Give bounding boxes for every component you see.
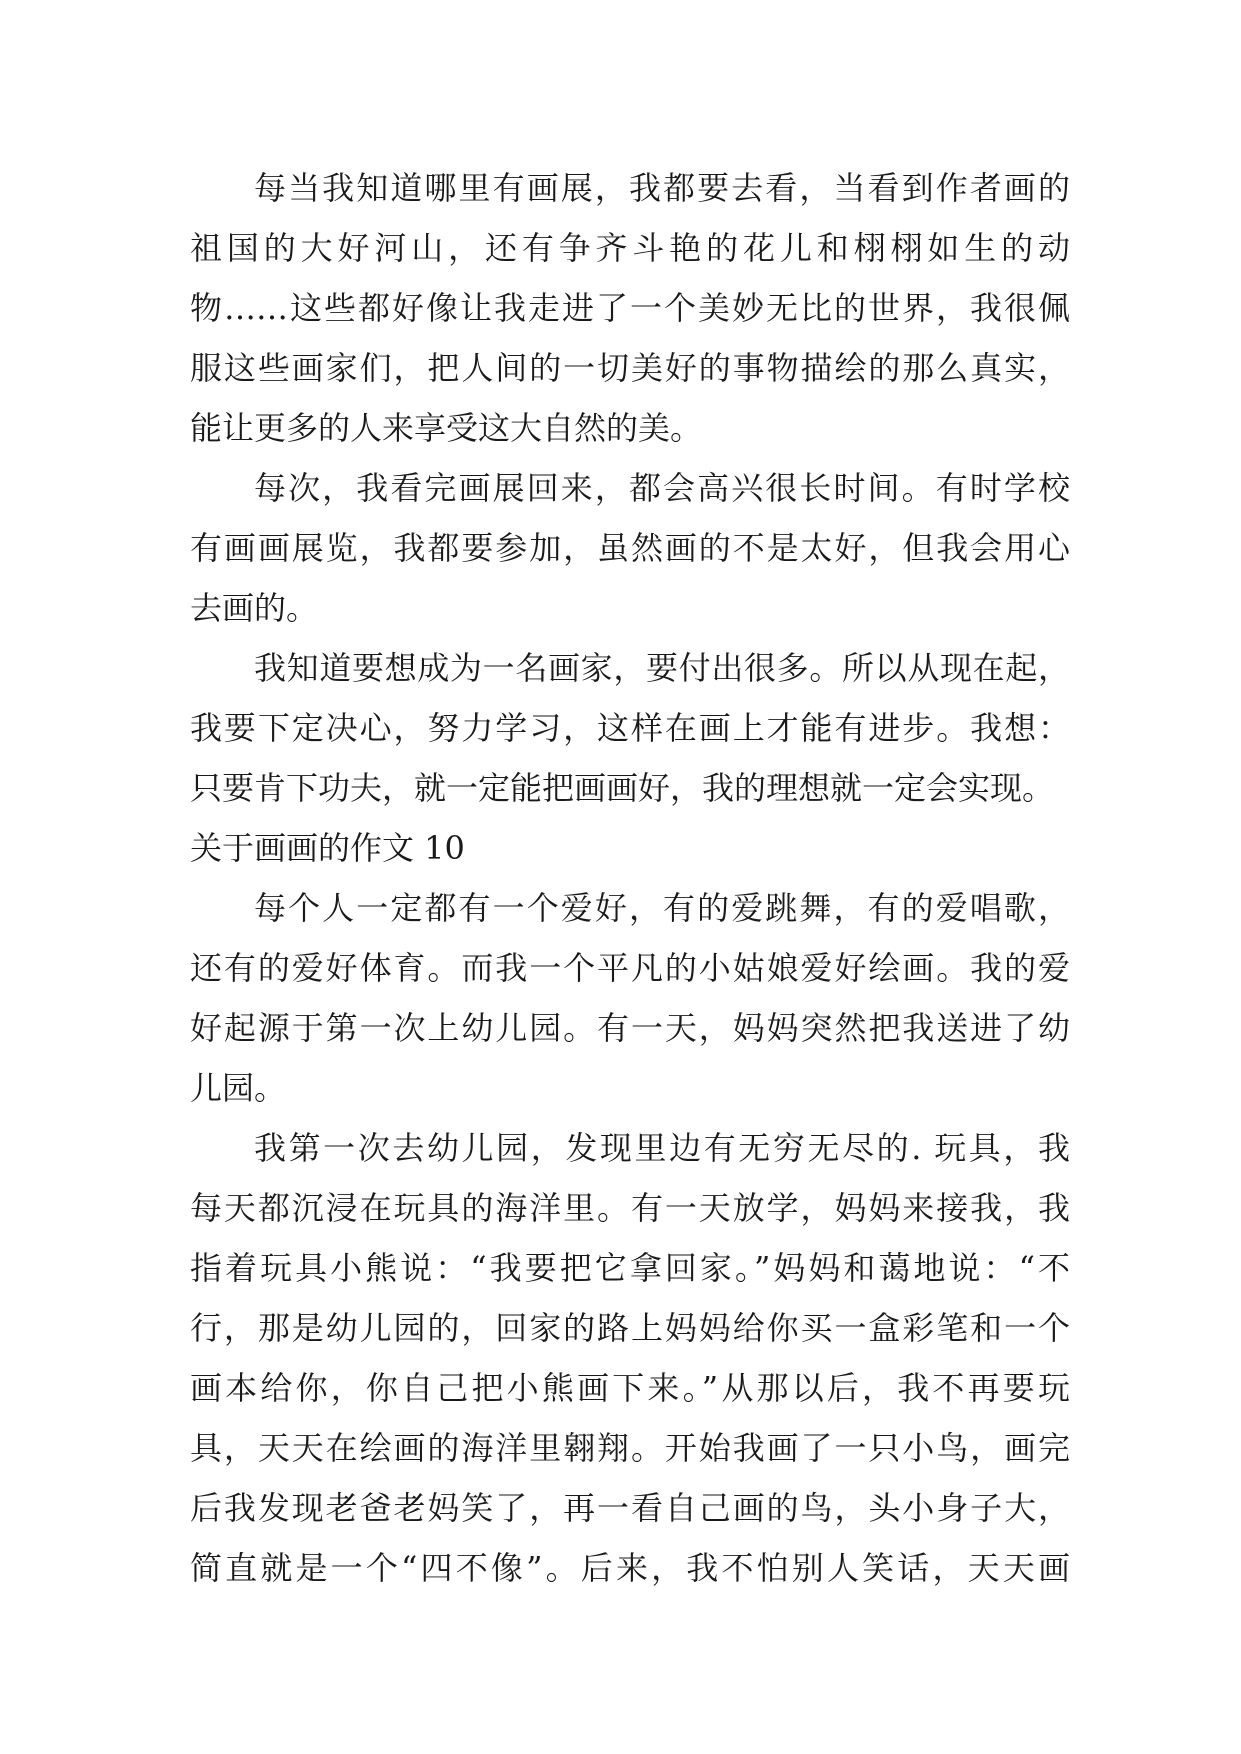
- text-line: 后我发现老爸老妈笑了，再一看自己画的鸟，头小身子大，: [190, 1489, 1070, 1527]
- text-line: 我要下定决心，努力学习，这样在画上才能有进步。我想：: [190, 709, 1070, 747]
- text-line: 去画的。: [190, 589, 319, 627]
- text-line: 还有的爱好体育。而我一个平凡的小姑娘爱好绘画。我的爱: [190, 949, 1070, 987]
- text-line: 儿园。: [190, 1069, 287, 1107]
- text-line: 好起源于第一次上幼儿园。有一天，妈妈突然把我送进了幼: [190, 1009, 1070, 1047]
- text-line: 只要肯下功夫，就一定能把画画好，我的理想就一定会实现。: [190, 769, 1055, 807]
- text-line: 我第一次去幼儿园，发现里边有无穷无尽的. 玩具，我: [254, 1129, 1070, 1167]
- section-title: 关于画画的作文 10: [190, 829, 465, 867]
- text-line: 每当我知道哪里有画展，我都要去看，当看到作者画的: [254, 169, 1070, 207]
- text-line: 行，那是幼儿园的，回家的路上妈妈给你买一盒彩笔和一个: [190, 1309, 1070, 1347]
- paragraph-2: [190, 458, 1070, 638]
- paragraph-1: [190, 158, 1070, 458]
- text-line: 服这些画家们，把人间的一切美好的事物描绘的那么真实，: [190, 349, 1070, 387]
- paragraph-4: [190, 878, 1070, 1118]
- text-line: 我知道要想成为一名画家，要付出很多。所以从现在起，: [254, 649, 1070, 687]
- text-line: 每个人一定都有一个爱好，有的爱跳舞，有的爱唱歌，: [254, 889, 1070, 927]
- text-line: 简直就是一个“四不像”。后来，我不怕别人笑话，天天画: [190, 1549, 1070, 1587]
- text-line: 有画画展览，我都要参加，虽然画的不是太好，但我会用心: [190, 529, 1070, 567]
- text-line: 具，天天在绘画的海洋里翱翔。开始我画了一只小鸟，画完: [190, 1429, 1070, 1467]
- text-line: 能让更多的人来享受这大自然的美。: [190, 409, 703, 447]
- text-line: 物……这些都好像让我走进了一个美妙无比的世界，我很佩: [190, 289, 1070, 327]
- document-body: [190, 158, 1070, 1598]
- section-heading: [190, 818, 1070, 878]
- text-line: 祖国的大好河山，还有争齐斗艳的花儿和栩栩如生的动: [190, 229, 1070, 267]
- paragraph-3: [190, 638, 1070, 818]
- text-line: 每天都沉浸在玩具的海洋里。有一天放学，妈妈来接我，我: [190, 1189, 1070, 1227]
- paragraph-5: [190, 1118, 1070, 1598]
- text-line: 画本给你，你自己把小熊画下来。”从那以后，我不再要玩: [190, 1369, 1070, 1407]
- text-line: 每次，我看完画展回来，都会高兴很长时间。有时学校: [254, 469, 1070, 507]
- text-line: 指着玩具小熊说：“我要把它拿回家。”妈妈和蔼地说：“不: [190, 1249, 1070, 1287]
